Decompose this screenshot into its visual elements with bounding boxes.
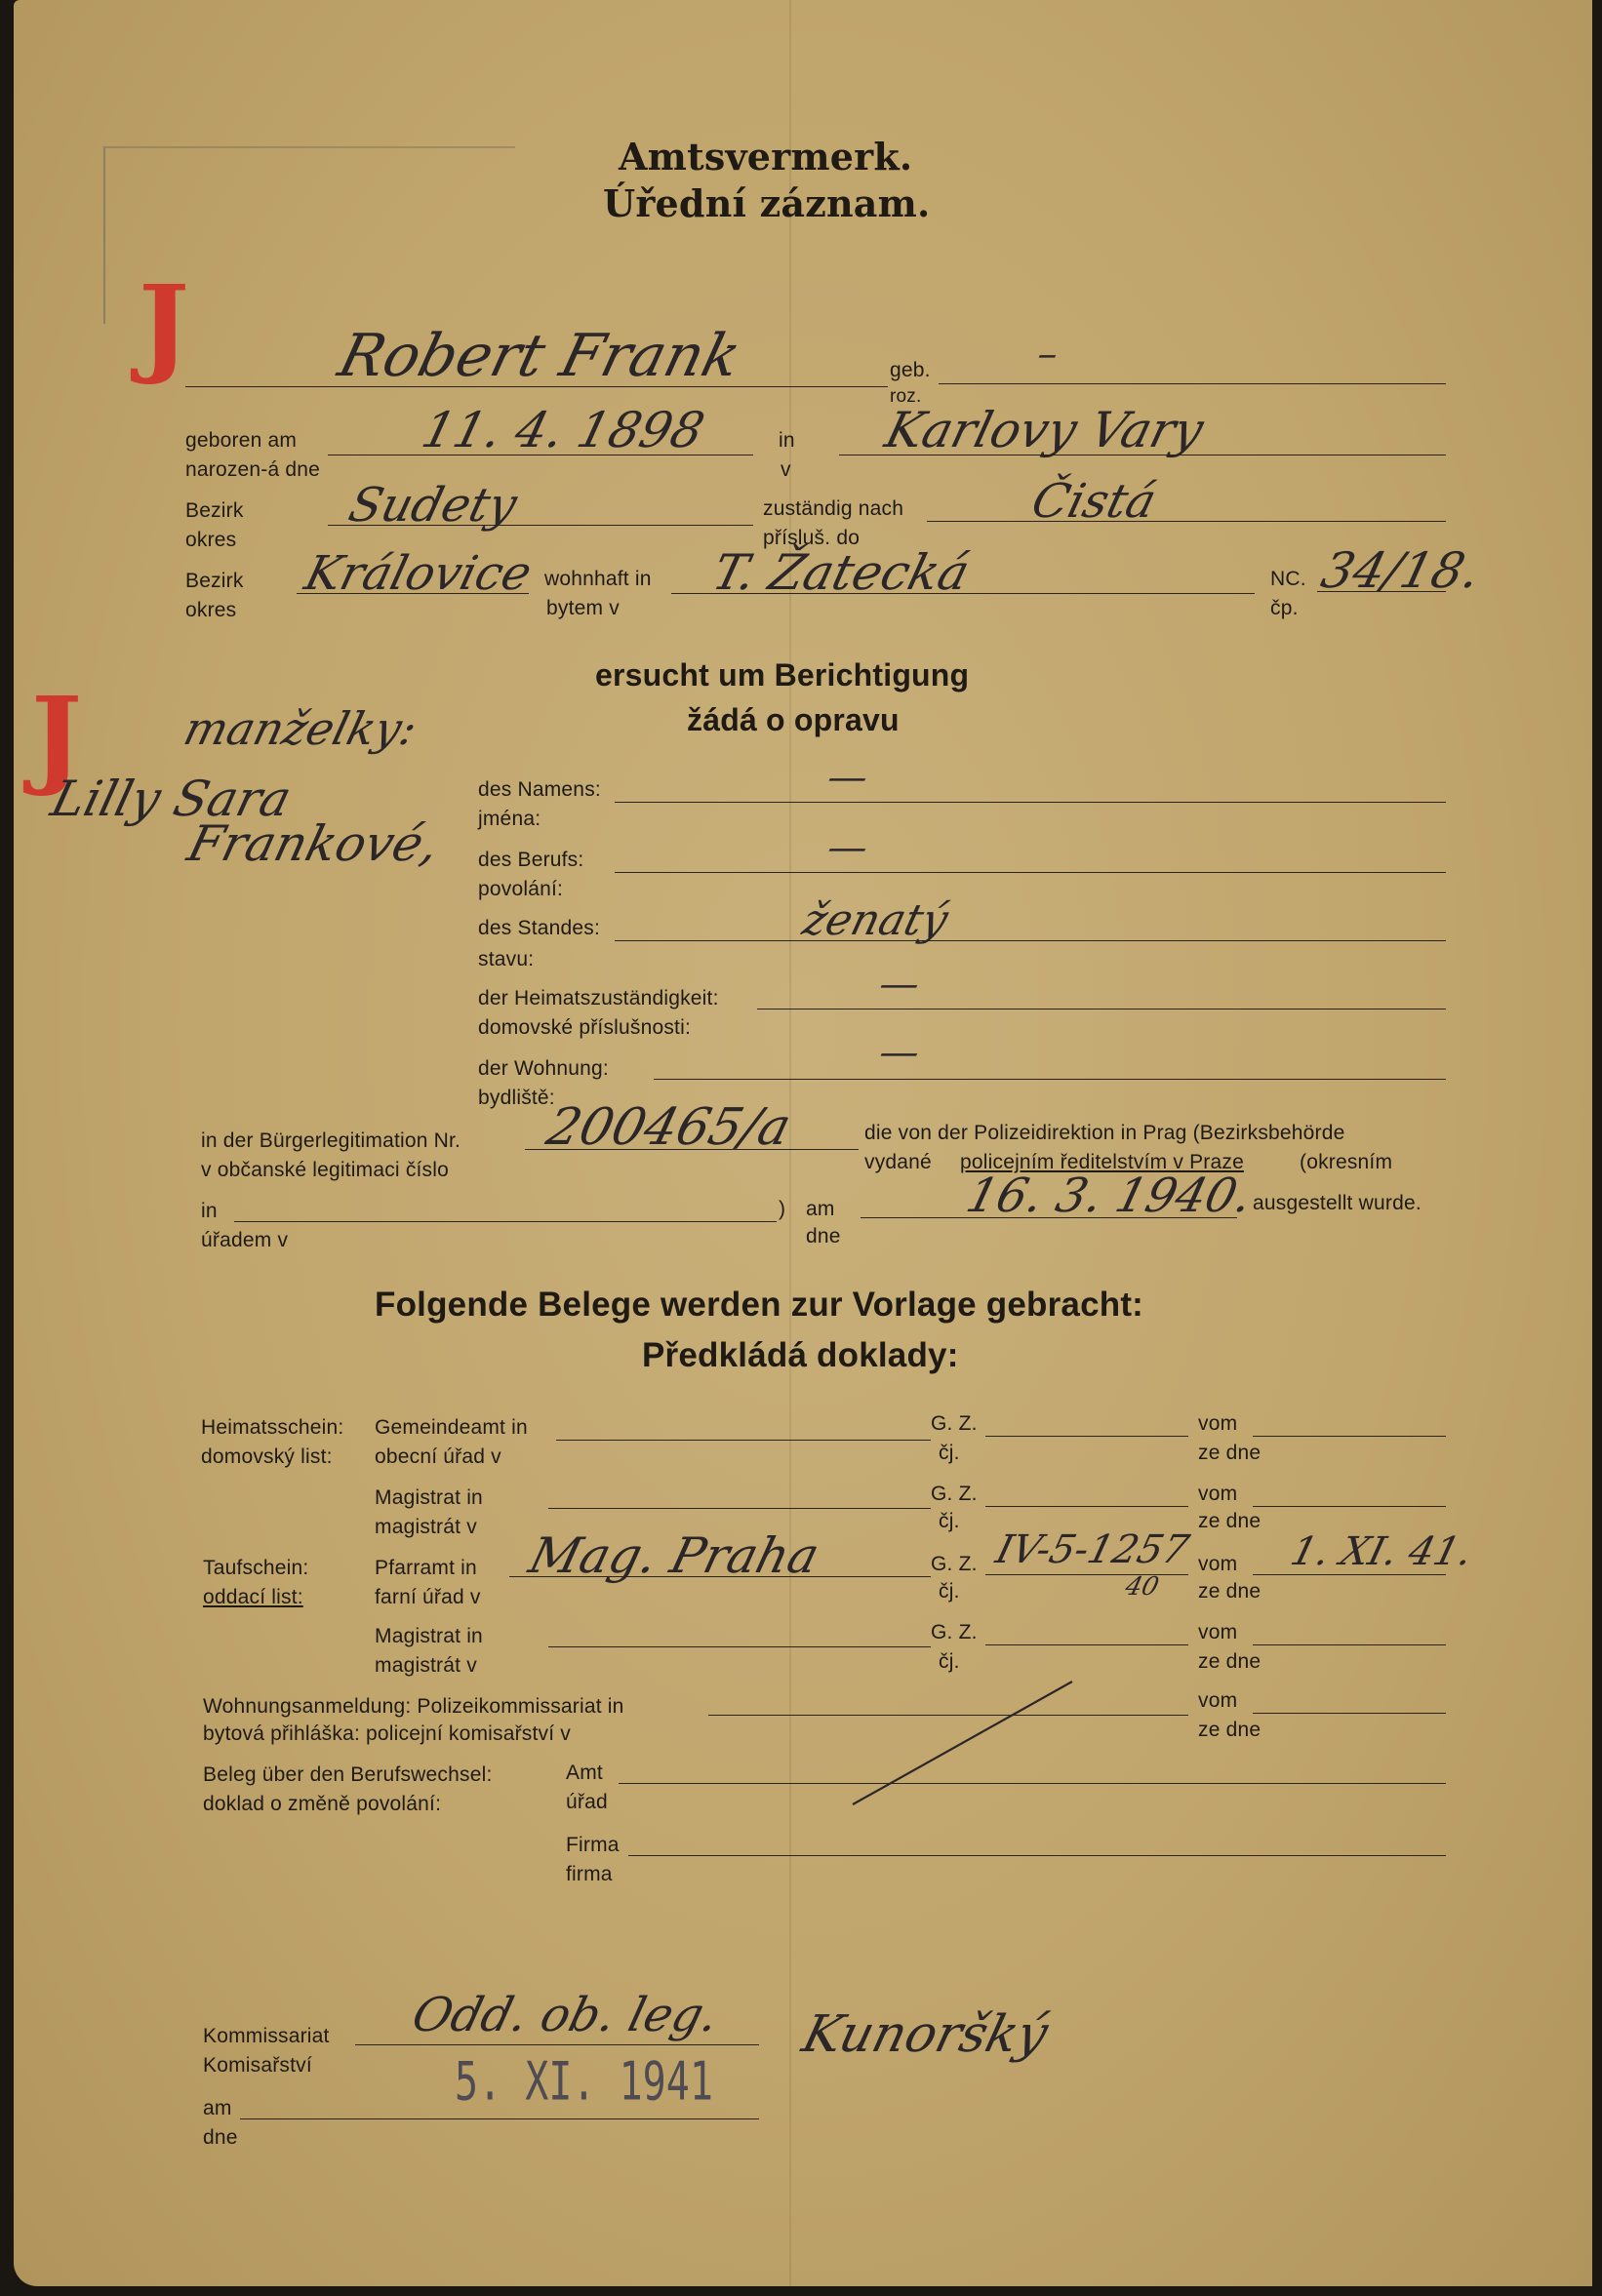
field-berufs-cz: povolání: bbox=[478, 878, 564, 900]
cp-label: čp. bbox=[1270, 597, 1299, 619]
belege-heading-cz: Předkládá doklady: bbox=[642, 1336, 959, 1374]
handwritten-zustandig: Čistá bbox=[1026, 474, 1162, 529]
field-namens-de: des Namens: bbox=[478, 778, 601, 801]
field-wohnung-value: — bbox=[874, 1030, 925, 1075]
document-page bbox=[14, 0, 1592, 2286]
vom-label-4: vom bbox=[1198, 1621, 1238, 1643]
geboren-am-label: geboren am bbox=[185, 429, 298, 452]
field-namens-value: — bbox=[822, 755, 873, 800]
handwritten-vom: 1. XI. 41. bbox=[1286, 1529, 1477, 1574]
firma-cz-label: firma bbox=[566, 1863, 613, 1885]
field-heimat-cz: domovské příslušnosti: bbox=[478, 1016, 691, 1039]
vom-label-2: vom bbox=[1198, 1483, 1238, 1505]
amt-label: Amt bbox=[566, 1762, 603, 1784]
nc-label: NC. bbox=[1270, 568, 1306, 590]
bezirk-label-1: Bezirk bbox=[185, 499, 244, 522]
field-wohnung-cz: bydliště: bbox=[478, 1087, 555, 1109]
bytova-label: bytová přihláška: policejní komisařství v bbox=[203, 1722, 572, 1745]
field-heimat-de: der Heimatszuständigkeit: bbox=[478, 987, 719, 1009]
handwritten-date-issued: 16. 3. 1940. bbox=[961, 1168, 1259, 1223]
ze-dne-label-2: ze dne bbox=[1198, 1510, 1262, 1532]
legit-in-label: in bbox=[201, 1200, 218, 1222]
magistrat-label-2: Magistrat in bbox=[375, 1625, 483, 1647]
belege-heading-de: Folgende Belege werden zur Vorlage gebracht: bbox=[375, 1286, 1144, 1324]
pfarramt-label: Pfarramt in bbox=[375, 1557, 477, 1579]
urad-label: úřad bbox=[566, 1791, 608, 1813]
legit-right-2a: vydané bbox=[864, 1151, 932, 1173]
vom-label-3: vom bbox=[1198, 1553, 1238, 1575]
cj-label-4: čj. bbox=[939, 1650, 960, 1673]
wohnungsanmeldung-label: Wohnungsanmeldung: Polizeikommissariat in bbox=[203, 1695, 624, 1718]
bezirk-label-2: Bezirk bbox=[185, 570, 244, 592]
taufschein-label: Taufschein: bbox=[203, 1557, 309, 1579]
field-standes-value: ženatý bbox=[797, 895, 953, 945]
handwritten-bezirk-2: Královice bbox=[300, 546, 538, 601]
vom-label-1: vom bbox=[1198, 1412, 1238, 1435]
legit-label-cz: v občanské legitimaci číslo bbox=[201, 1159, 450, 1181]
beleg-de-label: Beleg über den Berufswechsel: bbox=[203, 1763, 493, 1786]
legit-right-2b: policejním ředitelstvím v Praze bbox=[960, 1151, 1244, 1173]
narozen-dne-label: narozen-á dne bbox=[185, 458, 321, 481]
diagonal-cancel-stroke bbox=[853, 1682, 1072, 1804]
legit-label-de: in der Bürgerlegitimation Nr. bbox=[201, 1129, 461, 1152]
field-berufs-de: des Berufs: bbox=[478, 849, 584, 871]
gz-label-4: G. Z. bbox=[931, 1621, 978, 1643]
bytem-label: bytem v bbox=[546, 597, 620, 619]
title-line-2: Úřední záznam. bbox=[603, 181, 931, 225]
heimatsschein-label: Heimatsschein: bbox=[201, 1416, 344, 1439]
obecni-label: obecní úřad v bbox=[375, 1445, 501, 1468]
legit-right-1: die von der Polizeidirektion in Prag (Bezirksbehörde bbox=[864, 1122, 1345, 1144]
handwritten-legitimation: 200465/a bbox=[541, 1098, 797, 1157]
geb-label: geb. bbox=[890, 359, 931, 381]
beleg-cz-label: doklad o změně povolání: bbox=[203, 1793, 442, 1815]
handwritten-geb: – bbox=[1032, 332, 1063, 376]
footer-am-label: am bbox=[203, 2097, 232, 2119]
request-heading-de: ersucht um Berichtigung bbox=[595, 657, 970, 693]
gemeindeamt-label: Gemeindeamt in bbox=[375, 1416, 528, 1439]
red-j-mark-margin: J bbox=[31, 673, 83, 799]
ze-dne-label-4: ze dne bbox=[1198, 1650, 1262, 1673]
handwritten-pfarramt: Mag. Praha bbox=[523, 1527, 825, 1584]
in-label: in bbox=[779, 429, 795, 452]
handwritten-birth-place: Karlovy Vary bbox=[879, 402, 1210, 458]
ze-dne-label-5: ze dne bbox=[1198, 1719, 1262, 1741]
gz-label-2: G. Z. bbox=[931, 1483, 978, 1505]
cj-label-1: čj. bbox=[939, 1442, 960, 1464]
handwritten-birth-date: 11. 4. 1898 bbox=[416, 402, 710, 458]
handwritten-gz-cj: 40 bbox=[1122, 1572, 1162, 1602]
handwritten-margin-2: Lilly Sara bbox=[45, 771, 298, 827]
handwritten-kommissariat: Odd. ob. leg. bbox=[407, 1988, 725, 2042]
wohnhaft-label: wohnhaft in bbox=[544, 568, 652, 590]
oddaci-label: oddací list: bbox=[203, 1586, 303, 1608]
handwritten-signature: Kunoršký bbox=[796, 2005, 1054, 2064]
legit-right-2c: (okresním bbox=[1300, 1151, 1393, 1173]
domovsky-label: domovský list: bbox=[201, 1445, 333, 1468]
magistrat-cz-label-2: magistrát v bbox=[375, 1654, 477, 1677]
firma-de-label: Firma bbox=[566, 1834, 620, 1856]
ausgestellt-label: ausgestellt wurde. bbox=[1253, 1192, 1422, 1214]
request-heading-cz: žádá o opravu bbox=[687, 702, 900, 737]
handwritten-margin-1: manželky: bbox=[179, 702, 422, 755]
legit-am-label: am bbox=[806, 1198, 835, 1220]
legit-uradem-label: úřadem v bbox=[201, 1229, 289, 1251]
okres-label-2: okres bbox=[185, 599, 237, 621]
handwritten-margin-3: Frankové, bbox=[181, 815, 445, 872]
vom-label-5: vom bbox=[1198, 1689, 1238, 1712]
handwritten-nc: 34/18. bbox=[1315, 542, 1487, 599]
ze-dne-label-1: ze dne bbox=[1198, 1442, 1262, 1464]
zustandig-label: zuständig nach bbox=[763, 497, 904, 520]
magistrat-label-1: Magistrat in bbox=[375, 1486, 483, 1509]
kommissariat-label: Kommissariat bbox=[203, 2025, 330, 2047]
farni-label: farní úřad v bbox=[375, 1586, 481, 1608]
handwritten-wohnhaft: T. Žatecká bbox=[706, 544, 976, 601]
magistrat-cz-label-1: magistrát v bbox=[375, 1516, 477, 1538]
title-line-1: Amtsvermerk. bbox=[619, 135, 913, 178]
handwritten-name: Robert Frank bbox=[332, 322, 747, 390]
field-standes-de: des Standes: bbox=[478, 917, 600, 939]
gz-label-3: G. Z. bbox=[931, 1553, 978, 1575]
field-wohnung-de: der Wohnung: bbox=[478, 1057, 609, 1080]
handwritten-bezirk: Sudety bbox=[343, 478, 523, 533]
handwritten-gz: IV-5-1257 bbox=[991, 1527, 1194, 1572]
red-j-mark-top: J bbox=[139, 261, 190, 387]
ink-strokes bbox=[14, 0, 1592, 2286]
date-stamp: 5. XI. 1941 bbox=[455, 2051, 713, 2114]
v-label: v bbox=[781, 458, 791, 481]
cj-label-2: čj. bbox=[939, 1510, 960, 1532]
field-standes-cz: stavu: bbox=[478, 948, 535, 970]
field-namens-cz: jména: bbox=[478, 808, 541, 830]
ze-dne-label-3: ze dne bbox=[1198, 1580, 1262, 1603]
legit-paren: ) bbox=[779, 1198, 786, 1220]
field-berufs-value: — bbox=[822, 825, 873, 870]
prislus-label: přísluš. do bbox=[763, 527, 861, 549]
field-heimat-value: — bbox=[874, 962, 925, 1007]
footer-dne-label: dne bbox=[203, 2126, 238, 2149]
roz-label: roz. bbox=[890, 386, 922, 407]
gz-label-1: G. Z. bbox=[931, 1412, 978, 1435]
legit-dne-label: dne bbox=[806, 1225, 841, 1247]
okres-label-1: okres bbox=[185, 529, 237, 551]
cj-label-3: čj. bbox=[939, 1580, 960, 1603]
komisarstvi-label: Komisařství bbox=[203, 2054, 312, 2077]
